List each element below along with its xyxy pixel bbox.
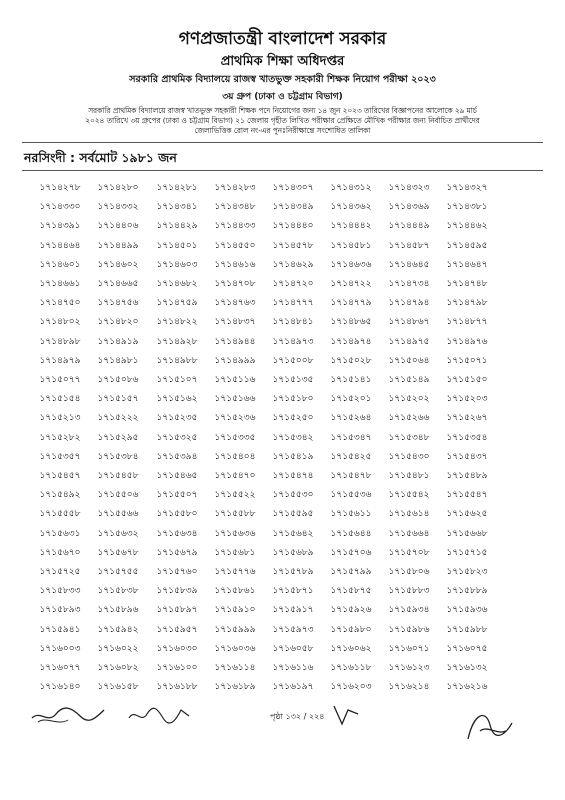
roll-number: ১৭১৪৯৭৪	[330, 336, 372, 347]
roll-number: ১৭১৫৪২৫	[330, 451, 372, 462]
roll-number: ১৭১৫৬৭৮	[97, 547, 139, 558]
roll-number: ১৭১৫৪৩০	[388, 451, 430, 462]
roll-number: ১৭১৬১৮৮	[156, 682, 198, 693]
roll-number: ১৭১৫২০১	[330, 394, 372, 405]
roll-number: ১৭১৫২৯৫	[97, 432, 139, 443]
roll-number: ১৭১৫৭৬০	[156, 567, 198, 577]
roll-number: ১৭১৪৮৬৭	[388, 317, 430, 328]
roll-number: ১৭১৫১৪৯	[388, 375, 430, 385]
roll-number: ১৭১৫২৩৬	[214, 413, 256, 424]
roll-number: ১৭১৫২৮২	[39, 432, 81, 443]
roll-number: ১৭১৫৮৭১	[272, 586, 314, 597]
roll-number: ১৭১৪৯৪৪	[214, 336, 256, 347]
roll-number: ১৭১৪৯২৮	[156, 336, 198, 347]
roll-number: ১৭১৫৯৯৯	[214, 624, 256, 635]
roll-number: ১৭১৫৮৭৫	[330, 586, 372, 597]
roll-number: ১৭১৪৪৪৯	[388, 221, 430, 232]
roll-number: ১৭১৫১৮০	[272, 394, 314, 405]
roll-number: ১৭১৫০৭৭	[39, 375, 81, 385]
roll-number: ১৭১৫১৪১	[330, 375, 372, 385]
roll-number: ১৭১৫১৫৭	[97, 394, 139, 405]
roll-number: ১৭১৪৯৭৩	[272, 336, 314, 347]
roll-number: ১৭১৫৫৪২	[388, 490, 430, 501]
roll-number: ১৭১৪৫৮৭	[388, 240, 430, 251]
roll-number: ১৭১৫৪৭৪	[272, 471, 314, 481]
roll-number: ১৭১৪৬২৯	[272, 259, 314, 270]
roll-number: ১৭১৫৪৮৯	[446, 471, 488, 481]
roll-number: ১৭১৫৯৩৬	[446, 605, 488, 616]
roll-number: ১৭১৫৬১১	[330, 509, 372, 520]
roll-number: ১৭১৫৩৪৭	[330, 432, 372, 443]
roll-number: ১৭১৪৩৩০	[39, 202, 81, 213]
roll-number: ১৭১৫৯৮০	[330, 624, 372, 635]
roll-number: ১৭১৫৩৮৪	[97, 451, 139, 462]
roll-number: ১৭১৪৯৯৯	[214, 355, 256, 366]
roll-number: ১৭১৫৪৮১	[388, 471, 430, 481]
roll-number: ১৭১৬১৮৯	[214, 682, 256, 693]
roll-number: ১৭১৫৮২৩	[446, 567, 488, 577]
roll-number: ১৭১৪৩৮১	[446, 202, 488, 213]
roll-number: ১৭১৫৭৯৯	[330, 567, 372, 577]
roll-number: ১৭১৫০২৮	[330, 355, 372, 366]
roll-number: ১৭১৪৭৬৩	[214, 298, 256, 309]
roll-number: ১৭১৫৬৭০	[39, 547, 81, 558]
roll-number: ১৭১৫৫৮০	[156, 509, 198, 520]
roll-number: ১৭১৬০৫৮	[272, 643, 314, 654]
roll-number: ১৭১৫৮৩৩	[39, 586, 81, 597]
roll-number: ১৭১৪২৭৮	[39, 183, 81, 193]
roll-number: ১৭১৪৯১৯	[97, 336, 139, 347]
roll-number: ১৭১৫১৫০	[446, 375, 488, 385]
roll-number: ১৭১৪৬০২	[97, 259, 139, 270]
roll-number: ১৭১৪৬০১	[39, 259, 81, 270]
government-title: গণপ্রজাতন্ত্রী বাংলাদেশ সরকার	[178, 29, 387, 49]
notice-line: ২০২৪ তারিখে ৩য় গ্রুপের (ঢাকা ও চট্টগ্রাম বিভাগ) ২১ জেলায় গৃহীত লিখিত পরীক্ষার প্রেক্ষিতে মৌখিক পরীক্ষার জন্য নির্বাচিত প্রার্থীদের	[85, 116, 480, 125]
roll-number: ১৭১৬২০৩	[330, 682, 372, 693]
roll-number: ১৭১৫৪৫৭	[39, 471, 81, 481]
roll-number: ১৭১৫৯৮৮	[446, 624, 488, 635]
roll-number: ১৭১৬০০৩	[39, 643, 81, 654]
roll-number: ১৭১৫৬৮১	[214, 547, 256, 558]
roll-number: ১৭১৬০৩৬	[214, 643, 256, 654]
signature-2	[125, 702, 195, 728]
roll-number: ১৭১৫৬৬৮	[446, 528, 488, 539]
roll-number: ১৭১৫৭২৫	[39, 567, 81, 577]
roll-number: ১৭১৬১৪০	[39, 682, 81, 693]
roll-number: ১৭১৪৫৮১	[330, 240, 372, 251]
roll-number: ১৭১৫৯৪১	[39, 624, 81, 635]
roll-number: ১৭১৫২১৩	[39, 413, 81, 424]
roll-number: ১৭১৫৮৩৮	[97, 586, 139, 597]
roll-number: ১৭১৫৫২২	[214, 490, 256, 501]
roll-number: ১৭১৪৩৪৯	[272, 202, 314, 213]
roll-number: ১৭১৪৬০৩	[156, 259, 198, 270]
roll-number: ১৭১৬১১৬	[272, 663, 314, 673]
roll-number: ১৭১৫৮৮৩	[388, 586, 430, 597]
roll-number: ১৭১৪৪৬৪	[39, 240, 81, 251]
roll-number: ১৭১৫১০৭	[156, 375, 198, 385]
roll-number: ১৭১৪৮৯৮	[39, 336, 81, 347]
roll-number: ১৭১৪৭৩৪	[388, 279, 430, 289]
roll-number: ১৭১৫১৬২	[156, 394, 198, 405]
roll-number: ১৭১৫৯৩৪	[388, 605, 430, 616]
roll-number: ১৭১৫৮৮৯	[446, 586, 488, 597]
roll-number: ১৭১৫৮৬১	[214, 586, 256, 597]
roll-number: ১৭১৫২২২	[97, 413, 139, 424]
roll-number: ১৭১৫৯৮৬	[388, 624, 430, 635]
roll-number: ১৭১৫০৮৬	[97, 375, 139, 385]
department-title: প্রাথমিক শিক্ষা অধিদপ্তর	[220, 54, 345, 69]
roll-number: ১৭১৪৯৭৫	[388, 336, 430, 347]
roll-number: ১৭১৪৩৪৮	[214, 202, 256, 213]
roll-number: ১৭১৫১৫৪	[39, 394, 81, 405]
roll-number: ১৭১৪২৮১	[156, 183, 198, 193]
roll-number: ১৭১৬০৬২	[330, 643, 372, 654]
roll-number: ১৭১৪৪৪২	[330, 221, 372, 232]
roll-number: ১৭১৪৩০৭	[272, 183, 314, 193]
roll-number: ১৭১৬২১৪	[388, 682, 430, 693]
roll-number: ১৭১৪৮২০	[97, 317, 139, 328]
roll-number: ১৭১৫৫৩০	[272, 490, 314, 501]
roll-number: ১৭১৬০৮২	[97, 663, 139, 673]
roll-number: ১৭১৪৩১২	[330, 183, 372, 193]
roll-number: ১৭১৪৭৭৯	[330, 298, 372, 309]
roll-number: ১৭১৬১১৮	[330, 663, 372, 673]
roll-number: ১৭১৪৮৪১	[272, 317, 314, 328]
roll-number: ১৭১৫৪৭০	[214, 471, 256, 481]
roll-number: ১৭১৪৭৭৭	[272, 298, 314, 309]
roll-number: ১৭১৪৮৩৭	[214, 317, 256, 328]
roll-number: ১৭১৪৩৬৯	[388, 202, 430, 213]
roll-number: ১৭১৫৯১৭	[272, 605, 314, 616]
roll-number: ১৭১৪৩২৩	[388, 183, 430, 193]
roll-number: ১৭১৫৪১৯	[272, 451, 314, 462]
roll-number: ১৭১৪৯৭৯	[39, 355, 81, 366]
roll-number: ১৭১৫২৬৬	[388, 413, 430, 424]
roll-number: ১৭১৫৬৩২	[97, 528, 139, 539]
roll-number: ১৭১৫৫৫৮	[39, 509, 81, 520]
roll-number: ১৭১৪৫০১	[156, 240, 198, 251]
roll-number: ১৭১৬১৯৭	[272, 682, 314, 693]
roll-number: ১৭১৫২৬৪	[330, 413, 372, 424]
roll-number: ১৭১৫২০৩	[446, 394, 488, 405]
roll-number: ১৭১৫২৫০	[272, 413, 314, 424]
roll-number: ১৭১৪৮২২	[156, 317, 198, 328]
roll-number: ১৭১৪৩৩২	[97, 202, 139, 213]
roll-number: ১৭১৪৪৬২	[446, 221, 488, 232]
roll-number: ১৭১৪৭৯৪	[388, 298, 430, 309]
roll-number: ১৭১৬২১৬	[446, 682, 488, 693]
roll-number: ১৭১৫৯১০	[214, 605, 256, 616]
roll-number: ১৭১৫৭১৫	[446, 547, 488, 558]
roll-number: ১৭১৪৬৬১	[39, 279, 81, 289]
roll-number: ১৭১৫৫০৭	[156, 490, 198, 501]
roll-number: ১৭১৪৬১৬	[214, 259, 256, 270]
roll-number: ১৭১৫৩৪৮	[388, 432, 430, 443]
roll-number: ১৭১৫৮৯৩	[39, 605, 81, 616]
roll-number: ১৭১৫৪৭৮	[330, 471, 372, 481]
roll-number: ১৭১৪৪০৬	[97, 221, 139, 232]
roll-number: ১৭১৪৫৫০	[214, 240, 256, 251]
exam-title: সরকারি প্রাথমিক বিদ্যালয়ে রাজস্ব খাতভুক্ত সহকারী শিক্ষক নিয়োগ পরীক্ষা ২০২৩	[129, 74, 436, 85]
roll-number: ১৭১৫৭৭৬	[214, 567, 256, 577]
roll-number: ১৭১৫৬৪২	[272, 528, 314, 539]
roll-number: ১৭১৫১১৬	[214, 375, 256, 385]
signature-1	[28, 700, 108, 730]
signature-4	[460, 705, 520, 745]
roll-number: ১৭১৪৩৯১	[39, 221, 81, 232]
roll-number: ১৭১৪৭২২	[330, 279, 372, 289]
roll-number: ১৭১৫৭৫৫	[97, 567, 139, 577]
roll-number: ১৭১৪৩৬২	[330, 202, 372, 213]
roll-number: ১৭১৫৯২৬	[330, 605, 372, 616]
roll-number: ১৭১৫৭০৮	[388, 547, 430, 558]
roll-number: ১৭১৪৮০২	[39, 317, 81, 328]
roll-number: ১৭১৫৬৪৪	[330, 528, 372, 539]
notice-line: সরকারি প্রাথমিক বিদ্যালয়ে রাজস্ব খাতভুক্ত সহকারী শিক্ষক পদে নিয়োগের জন্য ১৪ জুন ২০২৩ তারিখের বিজ্ঞাপনের আলোকে ২৯ মার্চ	[88, 106, 477, 115]
roll-number: ১৭১৫৯৪২	[97, 624, 139, 635]
roll-number: ১৭১৪৬৮২	[156, 279, 198, 289]
page-number: পৃষ্ঠা ১৩২ / ২২৪	[270, 712, 325, 721]
district-total: নরসিংদী : সর্বমোট ১৯৮১ জন	[24, 150, 177, 165]
roll-number: ১৭১৫৮০৬	[388, 567, 430, 577]
roll-number: ১৭১৬১০০	[156, 663, 198, 673]
roll-number: ১৭১৪৮৭৭	[446, 317, 488, 328]
roll-number: ১৭১৬১১৪	[214, 663, 256, 673]
roll-number: ১৭১৪৯৭৬	[446, 336, 488, 347]
roll-number: ১৭১৪৫৯৫	[446, 240, 488, 251]
roll-number: ১৭১৫৯৭৩	[272, 624, 314, 635]
roll-number: ১৭১৫২০২	[388, 394, 430, 405]
group-title: ৩য় গ্রুপ (ঢাকা ও চট্টগ্রাম বিভাগ)	[222, 92, 343, 102]
roll-number: ১৭১৪৫৭৮	[272, 240, 314, 251]
roll-number: ১৭১৪৭২০	[272, 279, 314, 289]
roll-number: ১৭১৬০৩০	[156, 643, 198, 654]
roll-number: ১৭১৬১৩২	[446, 663, 488, 673]
roll-number: ১৭১৫৭৮৯	[272, 567, 314, 577]
roll-number: ১৭১৫৮৩৯	[156, 586, 198, 597]
roll-number: ১৭১৫৫৬৬	[97, 509, 139, 520]
roll-number: ১৭১৪৪২৯	[156, 221, 198, 232]
roll-number: ১৭১৪২৮৩	[214, 183, 256, 193]
roll-number: ১৭১৫৬১৪	[388, 509, 430, 520]
roll-number: ১৭১৬০২২	[97, 643, 139, 654]
roll-number: ১৭১৪৩২৭	[446, 183, 488, 193]
roll-number: ১৭১৪৮৬৫	[330, 317, 372, 328]
roll-number: ১৭১৬১২৩	[388, 663, 430, 673]
roll-number: ১৭১৫৪০৪	[214, 451, 256, 462]
roll-number: ১৭১৪৭৫৬	[97, 298, 139, 309]
roll-number: ১৭১৬১৫৮	[97, 682, 139, 693]
roll-number: ১৭১৫১৬৬	[214, 394, 256, 405]
roll-number: ১৭১৫৫৪৭	[446, 490, 488, 501]
roll-number: ১৭১৫৮৯৭	[156, 605, 198, 616]
roll-number: ১৭১৪৩৪১	[156, 202, 198, 213]
notice-line: জেলাভিত্তিক রোল নং-এর পুনঃনিরীক্ষান্তে সংশোধিত তালিকা	[194, 126, 371, 135]
roll-number: ১৭১৫৫৯৫	[272, 509, 314, 520]
roll-number: ১৭১৪৭৯৮	[446, 298, 488, 309]
roll-number: ১৭১৫৬৭৯	[156, 547, 198, 558]
roll-number: ১৭১৫০৬৪	[388, 355, 430, 366]
roll-number: ১৭১৫৮৯৬	[97, 605, 139, 616]
roll-number: ১৭১৪৭৫৯	[156, 298, 198, 309]
roll-number: ১৭১৫০০৮	[272, 355, 314, 366]
roll-number: ১৭১৫৬৮৯	[272, 547, 314, 558]
roll-number: ১৭১৫২৩৫	[156, 413, 198, 424]
roll-number: ১৭১৫৪৬৫	[156, 471, 198, 481]
roll-number: ১৭১৫৬৩১	[39, 528, 81, 539]
roll-number: ১৭১৫৩৫৪	[446, 432, 488, 443]
roll-number: ১৭১৫৫৮৮	[214, 509, 256, 520]
roll-number: ১৭১৪২৮০	[97, 183, 139, 193]
roll-number: ১৭১৫৫০৬	[97, 490, 139, 501]
roll-number: ১৭১৫০৭১	[446, 355, 488, 366]
roll-number: ১৭১৫৩২৫	[156, 432, 198, 443]
roll-number: ১৭১৪৪৩৩	[214, 221, 256, 232]
roll-number: ১৭১৫২৬৭	[446, 413, 488, 424]
roll-number: ১৭১৪৪৯৯	[97, 240, 139, 251]
roll-number: ১৭১৪৬৬৫	[97, 279, 139, 289]
roll-number: ১৭১৫৭০৬	[330, 547, 372, 558]
roll-number: ১৭১৪৪৪০	[272, 221, 314, 232]
roll-number: ১৭১৫৪৯২	[39, 490, 81, 501]
roll-number: ১৭১৬০৭১	[388, 643, 430, 654]
roll-number: ১৭১৪৭৫০	[39, 298, 81, 309]
roll-number: ১৭১৫৬৬৪	[388, 528, 430, 539]
roll-number: ১৭১৬০৭৫	[446, 643, 488, 654]
roll-number: ১৭১৪৬৪৭	[446, 259, 488, 270]
roll-number: ১৭১৫৬২৫	[446, 509, 488, 520]
roll-number: ১৭১৫৩৪২	[272, 432, 314, 443]
roll-number: ১৭১৫৬৩৪	[156, 528, 198, 539]
roll-number: ১৭১৪৬৩৬	[330, 259, 372, 270]
roll-number: ১৭১৫৪৩৭	[446, 451, 488, 462]
roll-number: ১৭১৫৪৫৮	[97, 471, 139, 481]
roll-number: ১৭১৫৯৫৭	[156, 624, 198, 635]
roll-number: ১৭১৪৬৪৫	[388, 259, 430, 270]
roll-number: ১৭১৪৭৪৮	[446, 279, 488, 289]
roll-number: ১৭১৫৩৩৫	[214, 432, 256, 443]
roll-number: ১৭১৬০৭৭	[39, 663, 81, 673]
roll-number: ১৭১৪৭০৮	[214, 279, 256, 289]
roll-number: ১৭১৫৩৫৭	[39, 451, 81, 462]
roll-number: ১৭১৫১৩৫	[272, 375, 314, 385]
signature-3	[328, 700, 368, 728]
roll-number: ১৭১৪৯৮৮	[156, 355, 198, 366]
roll-number: ১৭১৫৬৩৬	[214, 528, 256, 539]
roll-number: ১৭১৫৫৩৬	[330, 490, 372, 501]
roll-number: ১৭১৪৯৮১	[97, 355, 139, 366]
roll-number: ১৭১৫৩৯৪	[156, 451, 198, 462]
